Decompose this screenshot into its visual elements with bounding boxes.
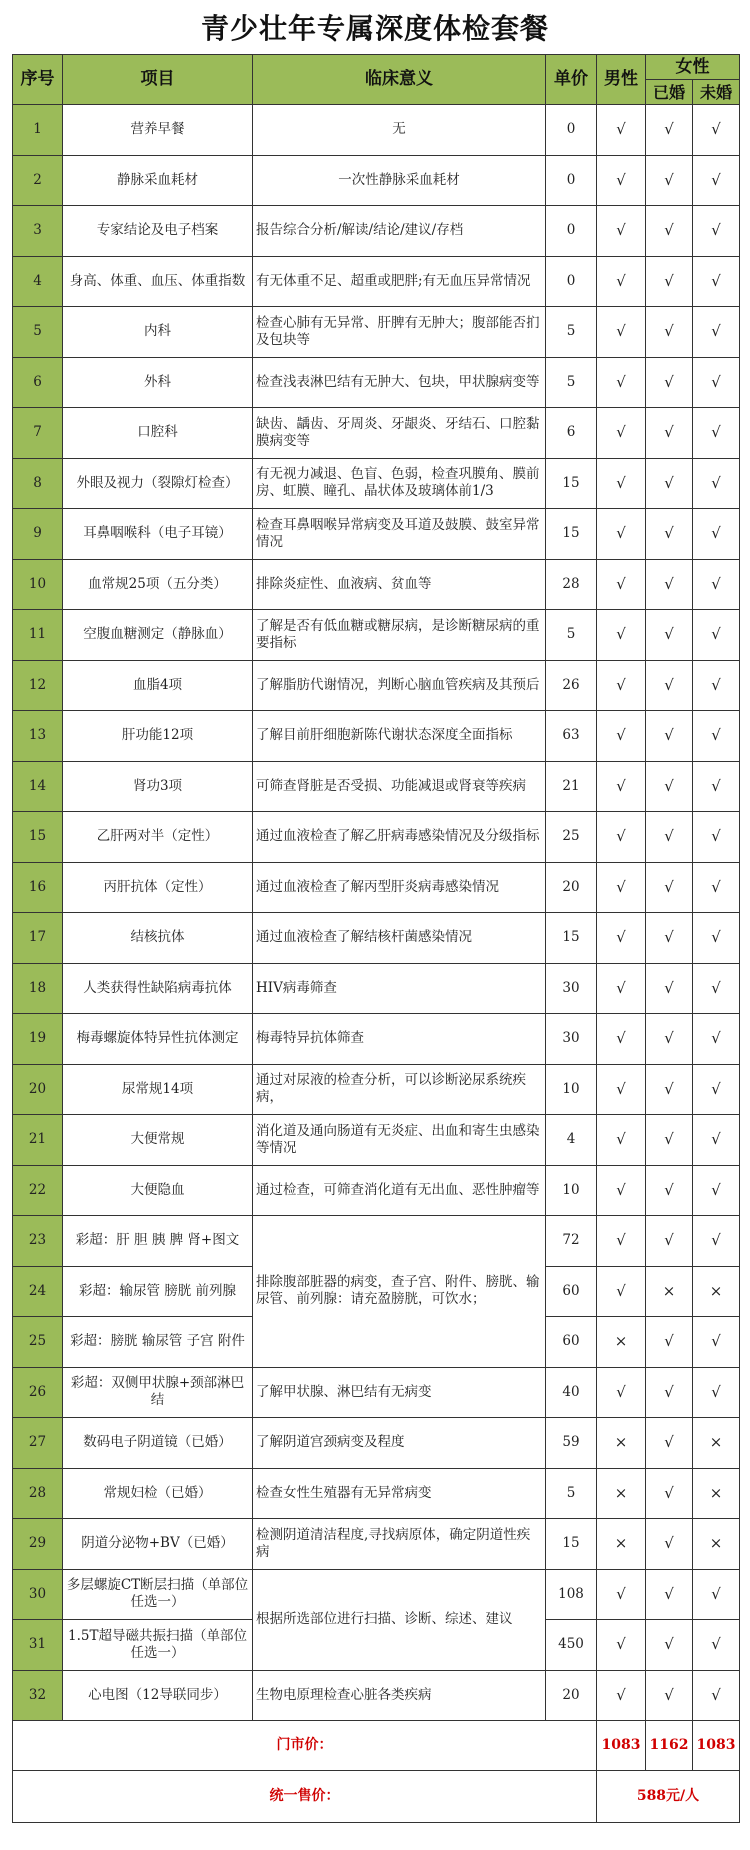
table-row (13, 1014, 740, 1065)
row-seq: 25 (13, 1317, 63, 1368)
row-item: 阴道分泌物+BV（已婚） (63, 1519, 253, 1570)
row-seq: 18 (13, 963, 63, 1014)
row-male-mark: √ (597, 913, 646, 964)
row-price: 63 (546, 711, 597, 762)
row-married-mark: √ (646, 812, 693, 863)
sale-price-label: 统一售价： (13, 1771, 597, 1823)
row-meaning: 缺齿、龋齿、牙周炎、牙龈炎、牙结石、口腔黏膜病变等 (253, 408, 546, 459)
row-seq: 24 (13, 1266, 63, 1317)
store-price-unmarried: 1083 (693, 1721, 740, 1771)
row-seq: 5 (13, 307, 63, 358)
header-unmarried: 未婚 (693, 80, 740, 105)
row-seq: 2 (13, 155, 63, 206)
row-price: 20 (546, 1670, 597, 1721)
row-seq: 15 (13, 812, 63, 863)
row-meaning: 通过血液检查了解乙肝病毒感染情况及分级指标 (253, 812, 546, 863)
row-unmarried-mark: √ (693, 610, 740, 661)
row-item: 彩超：肝 胆 胰 脾 肾+图文 (63, 1216, 253, 1267)
row-male-mark: √ (597, 610, 646, 661)
row-seq: 6 (13, 357, 63, 408)
table-row (13, 812, 740, 863)
row-price: 10 (546, 1064, 597, 1115)
row-price: 26 (546, 660, 597, 711)
table-row (13, 256, 740, 307)
table-row (13, 509, 740, 560)
row-male-mark: √ (597, 1014, 646, 1065)
table-row (13, 206, 740, 257)
row-meaning: 了解阴道宫颈病变及程度 (253, 1418, 546, 1469)
row-married-mark: √ (646, 1569, 693, 1620)
row-meaning: 有无视力减退、色盲、色弱，检查巩膜角、膜前房、虹膜、瞳孔、晶状体及玻璃体前1/3 (253, 458, 546, 509)
row-price: 6 (546, 408, 597, 459)
row-married-mark: √ (646, 1367, 693, 1418)
row-price: 72 (546, 1216, 597, 1267)
row-seq: 20 (13, 1064, 63, 1115)
table-row (13, 559, 740, 610)
row-item: 尿常规14项 (63, 1064, 253, 1115)
table-row (13, 307, 740, 358)
row-item: 数码电子阴道镜（已婚） (63, 1418, 253, 1469)
row-married-mark: √ (646, 1064, 693, 1115)
row-meaning: 有无体重不足、超重或肥胖;有无血压异常情况 (253, 256, 546, 307)
row-unmarried-mark: √ (693, 660, 740, 711)
row-item: 专家结论及电子档案 (63, 206, 253, 257)
row-item: 人类获得性缺陷病毒抗体 (63, 963, 253, 1014)
row-seq: 22 (13, 1165, 63, 1216)
row-item: 外科 (63, 357, 253, 408)
row-item: 梅毒螺旋体特异性抗体测定 (63, 1014, 253, 1065)
table-row (13, 1216, 740, 1267)
row-male-mark: √ (597, 408, 646, 459)
row-unmarried-mark: × (693, 1468, 740, 1519)
row-unmarried-mark: √ (693, 1014, 740, 1065)
table-row (13, 660, 740, 711)
row-married-mark: √ (646, 357, 693, 408)
row-unmarried-mark: √ (693, 1620, 740, 1671)
row-male-mark: √ (597, 1216, 646, 1267)
exam-package-table (12, 54, 740, 1823)
row-unmarried-mark: √ (693, 1569, 740, 1620)
row-married-mark: √ (646, 155, 693, 206)
row-meaning: 了解脂肪代谢情况，判断心脑血管疾病及其预后 (253, 660, 546, 711)
row-married-mark: √ (646, 458, 693, 509)
row-price: 15 (546, 509, 597, 560)
table-row (13, 1670, 740, 1721)
row-price: 30 (546, 963, 597, 1014)
row-meaning: 消化道及通向肠道有无炎症、出血和寄生虫感染等情况 (253, 1115, 546, 1166)
table-row (13, 155, 740, 206)
row-married-mark: √ (646, 105, 693, 156)
row-unmarried-mark: × (693, 1266, 740, 1317)
row-male-mark: × (597, 1519, 646, 1570)
table-row (13, 1468, 740, 1519)
table-header-row (13, 55, 740, 80)
row-unmarried-mark: × (693, 1418, 740, 1469)
row-unmarried-mark: √ (693, 155, 740, 206)
row-seq: 14 (13, 761, 63, 812)
row-meaning: 无 (253, 105, 546, 156)
row-male-mark: × (597, 1468, 646, 1519)
row-price: 0 (546, 105, 597, 156)
row-seq: 16 (13, 862, 63, 913)
row-seq: 21 (13, 1115, 63, 1166)
row-seq: 4 (13, 256, 63, 307)
row-seq: 28 (13, 1468, 63, 1519)
table-row (13, 862, 740, 913)
row-price: 0 (546, 155, 597, 206)
store-price-male: 1083 (597, 1721, 646, 1771)
header-seq: 序号 (13, 55, 63, 105)
row-meaning: 可筛查肾脏是否受损、功能减退或肾衰等疾病 (253, 761, 546, 812)
row-married-mark: × (646, 1266, 693, 1317)
table-row (13, 1519, 740, 1570)
row-unmarried-mark: √ (693, 761, 740, 812)
row-unmarried-mark: √ (693, 357, 740, 408)
row-meaning: 了解目前肝细胞新陈代谢状态深度全面指标 (253, 711, 546, 762)
row-married-mark: √ (646, 1115, 693, 1166)
row-price: 450 (546, 1620, 597, 1671)
row-male-mark: √ (597, 1569, 646, 1620)
row-price: 20 (546, 862, 597, 913)
header-female: 女性 (646, 55, 740, 80)
table-row (13, 1418, 740, 1469)
row-unmarried-mark: √ (693, 913, 740, 964)
row-seq: 30 (13, 1569, 63, 1620)
row-price: 15 (546, 913, 597, 964)
store-price-label: 门市价： (13, 1721, 597, 1771)
row-price: 21 (546, 761, 597, 812)
row-price: 108 (546, 1569, 597, 1620)
table-row (13, 711, 740, 762)
row-married-mark: √ (646, 559, 693, 610)
row-male-mark: × (597, 1317, 646, 1368)
row-seq: 32 (13, 1670, 63, 1721)
row-item: 丙肝抗体（定性） (63, 862, 253, 913)
row-meaning: 排除炎症性、血液病、贫血等 (253, 559, 546, 610)
table-row (13, 913, 740, 964)
row-male-mark: √ (597, 307, 646, 358)
row-price: 5 (546, 610, 597, 661)
row-male-mark: √ (597, 1064, 646, 1115)
row-unmarried-mark: √ (693, 812, 740, 863)
row-item: 营养早餐 (63, 105, 253, 156)
table-row (13, 1064, 740, 1115)
sale-price-row (13, 1771, 740, 1823)
row-item: 外眼及视力（裂隙灯检查） (63, 458, 253, 509)
row-male-mark: √ (597, 458, 646, 509)
row-married-mark: √ (646, 1670, 693, 1721)
row-item: 血脂4项 (63, 660, 253, 711)
row-male-mark: √ (597, 963, 646, 1014)
row-married-mark: √ (646, 1216, 693, 1267)
row-meaning: 报告综合分析/解读/结论/建议/存档 (253, 206, 546, 257)
row-male-mark: √ (597, 357, 646, 408)
table-body (13, 105, 740, 1721)
row-male-mark: √ (597, 155, 646, 206)
row-price: 5 (546, 357, 597, 408)
table-row (13, 357, 740, 408)
row-price: 60 (546, 1317, 597, 1368)
row-meaning: 通过血液检查了解结核杆菌感染情况 (253, 913, 546, 964)
row-seq: 3 (13, 206, 63, 257)
row-price: 4 (546, 1115, 597, 1166)
row-male-mark: √ (597, 1670, 646, 1721)
row-male-mark: √ (597, 509, 646, 560)
row-item: 多层螺旋CT断层扫描（单部位任选一） (63, 1569, 253, 1620)
row-price: 59 (546, 1418, 597, 1469)
row-male-mark: √ (597, 1367, 646, 1418)
row-male-mark: √ (597, 1165, 646, 1216)
row-item: 静脉采血耗材 (63, 155, 253, 206)
row-price: 28 (546, 559, 597, 610)
row-male-mark: × (597, 1418, 646, 1469)
row-married-mark: √ (646, 509, 693, 560)
page-title: 青少壮年专属深度体检套餐 (200, 12, 549, 45)
row-meaning: 检查耳鼻咽喉异常病变及耳道及鼓膜、鼓室异常情况 (253, 509, 546, 560)
row-meaning: 生物电原理检查心脏各类疾病 (253, 1670, 546, 1721)
row-price: 0 (546, 256, 597, 307)
row-married-mark: √ (646, 963, 693, 1014)
row-seq: 11 (13, 610, 63, 661)
header-item: 项目 (63, 55, 253, 105)
row-unmarried-mark: √ (693, 1216, 740, 1267)
row-price: 25 (546, 812, 597, 863)
row-married-mark: √ (646, 408, 693, 459)
row-meaning: 了解是否有低血糖或糖尿病，是诊断糖尿病的重要指标 (253, 610, 546, 661)
row-item: 大便隐血 (63, 1165, 253, 1216)
row-meaning: 了解甲状腺、淋巴结有无病变 (253, 1367, 546, 1418)
row-item: 内科 (63, 307, 253, 358)
row-meaning: 检查心肺有无异常、肝脾有无肿大；腹部能否扪及包块等 (253, 307, 546, 358)
row-unmarried-mark: √ (693, 862, 740, 913)
row-seq: 7 (13, 408, 63, 459)
row-meaning: 通过检查，可筛查消化道有无出血、恶性肿瘤等 (253, 1165, 546, 1216)
row-married-mark: √ (646, 660, 693, 711)
row-married-mark: √ (646, 711, 693, 762)
row-unmarried-mark: √ (693, 206, 740, 257)
row-unmarried-mark: √ (693, 105, 740, 156)
row-married-mark: √ (646, 1317, 693, 1368)
row-item: 心电图（12导联同步） (63, 1670, 253, 1721)
table-row (13, 105, 740, 156)
row-price: 40 (546, 1367, 597, 1418)
row-item: 1.5T超导磁共振扫描（单部位任选一） (63, 1620, 253, 1671)
row-item: 彩超：双侧甲状腺+颈部淋巴结 (63, 1367, 253, 1418)
row-item: 彩超：膀胱 输尿管 子宫 附件 (63, 1317, 253, 1368)
table-row (13, 761, 740, 812)
row-item: 结核抗体 (63, 913, 253, 964)
row-item: 耳鼻咽喉科（电子耳镜） (63, 509, 253, 560)
row-price: 5 (546, 307, 597, 358)
row-married-mark: √ (646, 206, 693, 257)
row-item: 乙肝两对半（定性） (63, 812, 253, 863)
row-unmarried-mark: √ (693, 1670, 740, 1721)
row-price: 60 (546, 1266, 597, 1317)
row-seq: 26 (13, 1367, 63, 1418)
row-unmarried-mark: √ (693, 256, 740, 307)
row-item: 血常规25项（五分类） (63, 559, 253, 610)
row-price: 15 (546, 1519, 597, 1570)
row-price: 0 (546, 206, 597, 257)
row-unmarried-mark: √ (693, 1115, 740, 1166)
row-married-mark: √ (646, 1468, 693, 1519)
row-male-mark: √ (597, 1620, 646, 1671)
row-unmarried-mark: √ (693, 559, 740, 610)
row-item: 常规妇检（已婚） (63, 1468, 253, 1519)
row-unmarried-mark: √ (693, 711, 740, 762)
row-price: 30 (546, 1014, 597, 1065)
row-married-mark: √ (646, 1014, 693, 1065)
row-seq: 19 (13, 1014, 63, 1065)
row-seq: 1 (13, 105, 63, 156)
row-item: 大便常规 (63, 1115, 253, 1166)
header-price: 单价 (546, 55, 597, 105)
row-married-mark: √ (646, 610, 693, 661)
table-row (13, 1165, 740, 1216)
row-married-mark: √ (646, 1418, 693, 1469)
table-row (13, 1569, 740, 1620)
row-meaning: 检测阴道清洁程度,寻找病原体，确定阴道性疾病 (253, 1519, 546, 1570)
row-married-mark: √ (646, 1620, 693, 1671)
row-unmarried-mark: √ (693, 408, 740, 459)
row-unmarried-mark: √ (693, 1064, 740, 1115)
row-unmarried-mark: √ (693, 1317, 740, 1368)
row-meaning: 一次性静脉采血耗材 (253, 155, 546, 206)
row-price: 10 (546, 1165, 597, 1216)
row-seq: 8 (13, 458, 63, 509)
row-male-mark: √ (597, 256, 646, 307)
row-meaning: 根据所选部位进行扫描、诊断、综述、建议 (253, 1569, 546, 1670)
row-male-mark: √ (597, 1115, 646, 1166)
row-meaning: 检查女性生殖器有无异常病变 (253, 1468, 546, 1519)
row-seq: 12 (13, 660, 63, 711)
row-seq: 10 (13, 559, 63, 610)
row-item: 身高、体重、血压、体重指数 (63, 256, 253, 307)
row-item: 口腔科 (63, 408, 253, 459)
row-seq: 9 (13, 509, 63, 560)
row-unmarried-mark: √ (693, 1367, 740, 1418)
row-male-mark: √ (597, 206, 646, 257)
row-meaning: 通过血液检查了解丙型肝炎病毒感染情况 (253, 862, 546, 913)
row-seq: 13 (13, 711, 63, 762)
row-male-mark: √ (597, 812, 646, 863)
row-male-mark: √ (597, 711, 646, 762)
row-married-mark: √ (646, 1165, 693, 1216)
row-male-mark: √ (597, 105, 646, 156)
table-row (13, 1367, 740, 1418)
sale-price-value: 588元/人 (597, 1771, 740, 1823)
row-male-mark: √ (597, 761, 646, 812)
header-male: 男性 (597, 55, 646, 105)
row-seq: 17 (13, 913, 63, 964)
row-male-mark: √ (597, 1266, 646, 1317)
header-meaning: 临床意义 (253, 55, 546, 105)
row-married-mark: √ (646, 1519, 693, 1570)
row-price: 15 (546, 458, 597, 509)
row-meaning: 通过对尿液的检查分析，可以诊断泌尿系统疾病， (253, 1064, 546, 1115)
table-row (13, 963, 740, 1014)
row-seq: 31 (13, 1620, 63, 1671)
row-male-mark: √ (597, 660, 646, 711)
header-married: 已婚 (646, 80, 693, 105)
store-price-row (13, 1721, 740, 1771)
row-married-mark: √ (646, 761, 693, 812)
row-unmarried-mark: √ (693, 963, 740, 1014)
row-unmarried-mark: √ (693, 1165, 740, 1216)
row-item: 空腹血糖测定（静脉血） (63, 610, 253, 661)
store-price-married: 1162 (646, 1721, 693, 1771)
row-unmarried-mark: × (693, 1519, 740, 1570)
row-married-mark: √ (646, 256, 693, 307)
row-meaning: 检查浅表淋巴结有无肿大、包块，甲状腺病变等 (253, 357, 546, 408)
table-row (13, 1115, 740, 1166)
row-meaning: 排除腹部脏器的病变，查子宫、附件、膀胱、输尿管、前列腺：请充盈膀胱，可饮水； (253, 1216, 546, 1368)
row-seq: 27 (13, 1418, 63, 1469)
table-row (13, 458, 740, 509)
row-married-mark: √ (646, 862, 693, 913)
row-meaning: HIV病毒筛查 (253, 963, 546, 1014)
row-meaning: 梅毒特异抗体筛查 (253, 1014, 546, 1065)
row-married-mark: √ (646, 913, 693, 964)
row-item: 彩超：输尿管 膀胱 前列腺 (63, 1266, 253, 1317)
row-seq: 29 (13, 1519, 63, 1570)
row-seq: 23 (13, 1216, 63, 1267)
table-row (13, 408, 740, 459)
row-unmarried-mark: √ (693, 509, 740, 560)
row-unmarried-mark: √ (693, 307, 740, 358)
row-item: 肾功3项 (63, 761, 253, 812)
row-male-mark: √ (597, 862, 646, 913)
row-male-mark: √ (597, 559, 646, 610)
row-unmarried-mark: √ (693, 458, 740, 509)
row-married-mark: √ (646, 307, 693, 358)
table-row (13, 610, 740, 661)
row-price: 5 (546, 1468, 597, 1519)
row-item: 肝功能12项 (63, 711, 253, 762)
